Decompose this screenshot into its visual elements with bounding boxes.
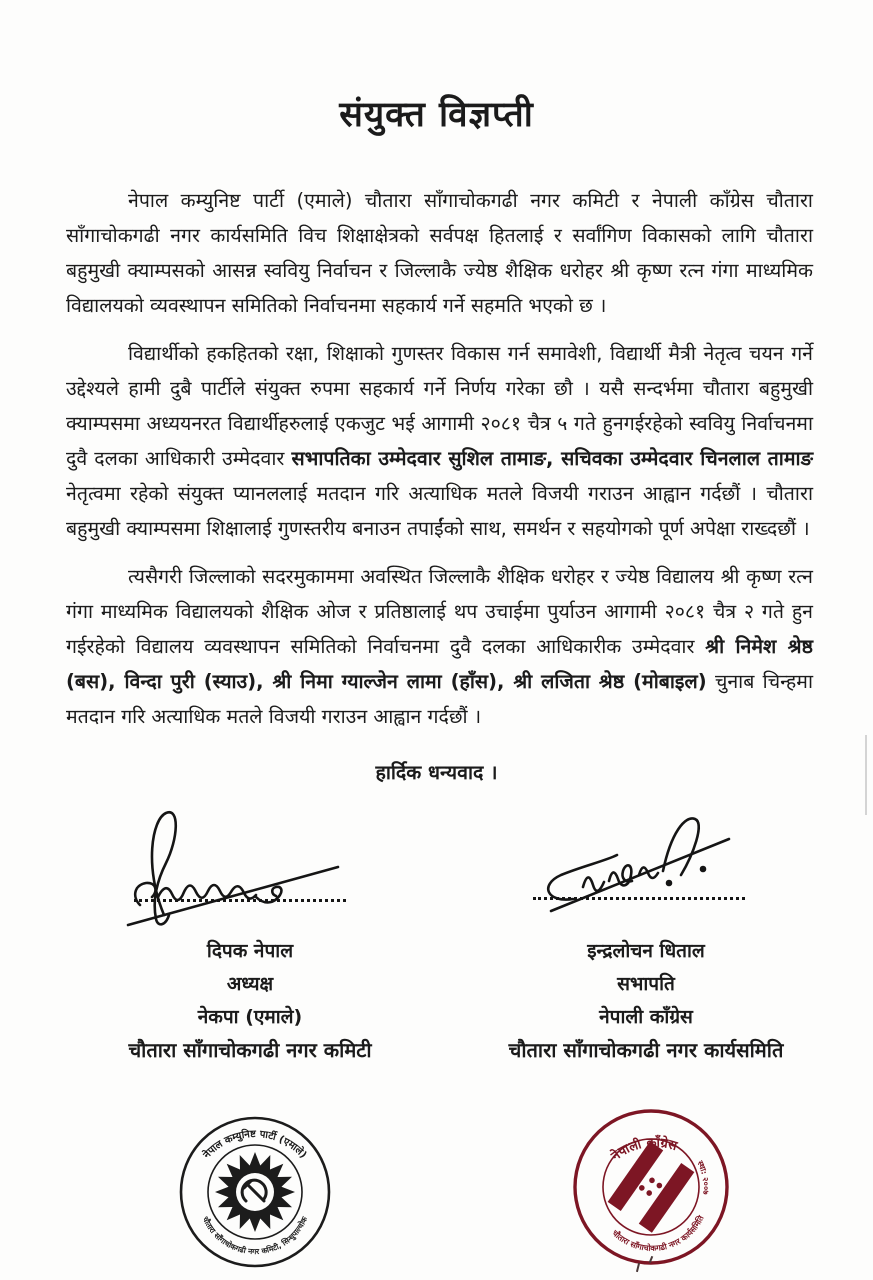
svg-text:चौतारा साँगाचोकगढी नगर कार्यसम: चौतारा साँगाचोकगढी नगर कार्यसमिति: [610, 1214, 706, 1253]
handwritten-signature-right-icon: [521, 811, 761, 931]
svg-text:नेपाली काँग्रेस: नेपाली काँग्रेस: [608, 1135, 679, 1165]
paragraph: [66, 559, 813, 734]
signature-area-right: [481, 813, 811, 935]
svg-text:नेपाल कम्युनिष्ट पार्टी (एमाले: नेपाल कम्युनिष्ट पार्टी (एमाले): [201, 1128, 309, 1161]
signatory-right-party: नेपाली काँग्रेस: [599, 1006, 693, 1028]
signatory-right-role: सभापति: [617, 973, 675, 995]
uml-party-stamp-icon: [170, 1112, 340, 1272]
signatory-left-party: नेकपा (एमाले): [197, 1006, 303, 1028]
paragraph-segment: विद्यार्थीको हकहितको रक्षा, शिक्षाको गुणस्तर विकास गर्न समावेशी, विद्यार्थी मैत्री नेतृत्व चयन गर्ने उद्देश्यले हामी दुबै पार्टीले संयुक्त रुपमा सहकार्य गर्ने निर्णय गरेका छौ । यसै सन्दर्भमा चौतारा बहुमुखी क्याम्पसमा अध्ययनरत विद्यार्थीहरुलाई एकजुट भई आगामी २०८१ चैत्र ५ गते हुनगईरहेको स्ववियु निर्वाचनमा दुवै दलका आधिकारी उम्मेदवार: [66, 342, 813, 470]
signature-section: [100, 813, 811, 1067]
svg-text:चौतारा साँगाचोकगढी नगर कमिटी,: चौतारा साँगाचोकगढी नगर कमिटी, सिन्धुपाल्चोक: [200, 1215, 310, 1257]
scan-artifact-line: [865, 735, 867, 815]
paragraph-bold-segment: सभापतिका उम्मेदवार सुशिल तामाङ, सचिवका उम्मेदवार चिनलाल तामाङ: [291, 447, 813, 470]
signatory-left-committee: चौतारा साँगाचोकगढी नगर कमिटी: [128, 1038, 372, 1062]
document-title: संयुक्त विज्ञप्ती: [339, 95, 534, 135]
paragraph-segment: त्यसैगरी जिल्लाको सदरमुकाममा अवस्थित जिल्लाकै शैक्षिक धरोहर र ज्येष्ठ विद्यालय श्री कृष्ण रत्न गंगा माध्यमिक विद्यालयको शैक्षिक ओज र प्रतिष्ठालाई थप उचाईमा पुर्याउन आगामी २०८१ चैत्र २ गते हुन गईरहेको विद्यालय व्यवस्थापन समितिको निर्वाचनमा दुवै दलका आधिकारीक उम्मेदवार: [66, 565, 813, 658]
signatory-left-name: दिपक नेपाल: [206, 940, 294, 962]
body-paragraphs: [66, 183, 813, 734]
signatory-left-role: अध्यक्ष: [226, 973, 274, 995]
paragraph-bold-segment: श्री निमेश श्रेष्ठ (बस), विन्दा पुरी (स्याउ), श्री निमा ग्याल्जेन लामा (हाँस), श्री लजिता श्रेष्ठ (मोबाइल): [66, 635, 813, 693]
signatory-left-block: [100, 813, 400, 1067]
paragraph-segment: नेपाल कम्युनिष्ट पार्टी (एमाले) चौतारा साँगाचोकगढी नगर कमिटी र नेपाली काँग्रेस चौतारा साँगाचोकगढी नगर कार्यसमिति विच शिक्षाक्षेत्रको सर्वपक्ष हितलाई र सर्वांगिण विकासको लागि चौतारा बहुमुखी क्याम्पसको आसन्न स्ववियु निर्वाचन र जिल्लाकै ज्येष्ठ शैक्षिक धरोहर श्री कृष्ण रत्न गंगा माध्यमिक विद्यालयको व्यवस्थापन समितिको निर्वाचनमा सहकार्य गर्ने सहमति भएको छ ।: [66, 189, 813, 317]
congress-party-stamp-icon: [550, 1090, 752, 1280]
closing-line: हार्दिक धन्यवाद ।: [375, 761, 498, 784]
handwritten-signature-left-icon: [106, 797, 356, 927]
paragraph: [66, 183, 813, 323]
signatory-right-block: [481, 813, 811, 1067]
paragraph: [66, 336, 813, 546]
signature-area-left: [100, 813, 400, 935]
svg-text:स्था: २००७: स्था: २००७: [695, 1159, 711, 1195]
signatory-right-name: इन्द्रलोचन धिताल: [587, 940, 705, 962]
paragraph-segment: नेतृत्वमा रहेको संयुक्त प्यानललाई मतदान गरि अत्याधिक मतले विजयी गराउन आह्वान गर्दछौं । चौतारा बहुमुखी क्याम्पसमा शिक्षालाई गुणस्तरीय बनाउन तपाईंको साथ, समर्थन र सहयोगको पूर्ण अपेक्षा राख्दछौं ।: [66, 482, 813, 540]
paragraph-segment: चुनाब चिन्हमा मतदान गरि अत्याधिक मतले विजयी गराउन आह्वान गर्दछौं ।: [66, 670, 813, 728]
signatory-right-committee: चौतारा साँगाचोकगढी नगर कार्यसमिति: [508, 1038, 784, 1062]
